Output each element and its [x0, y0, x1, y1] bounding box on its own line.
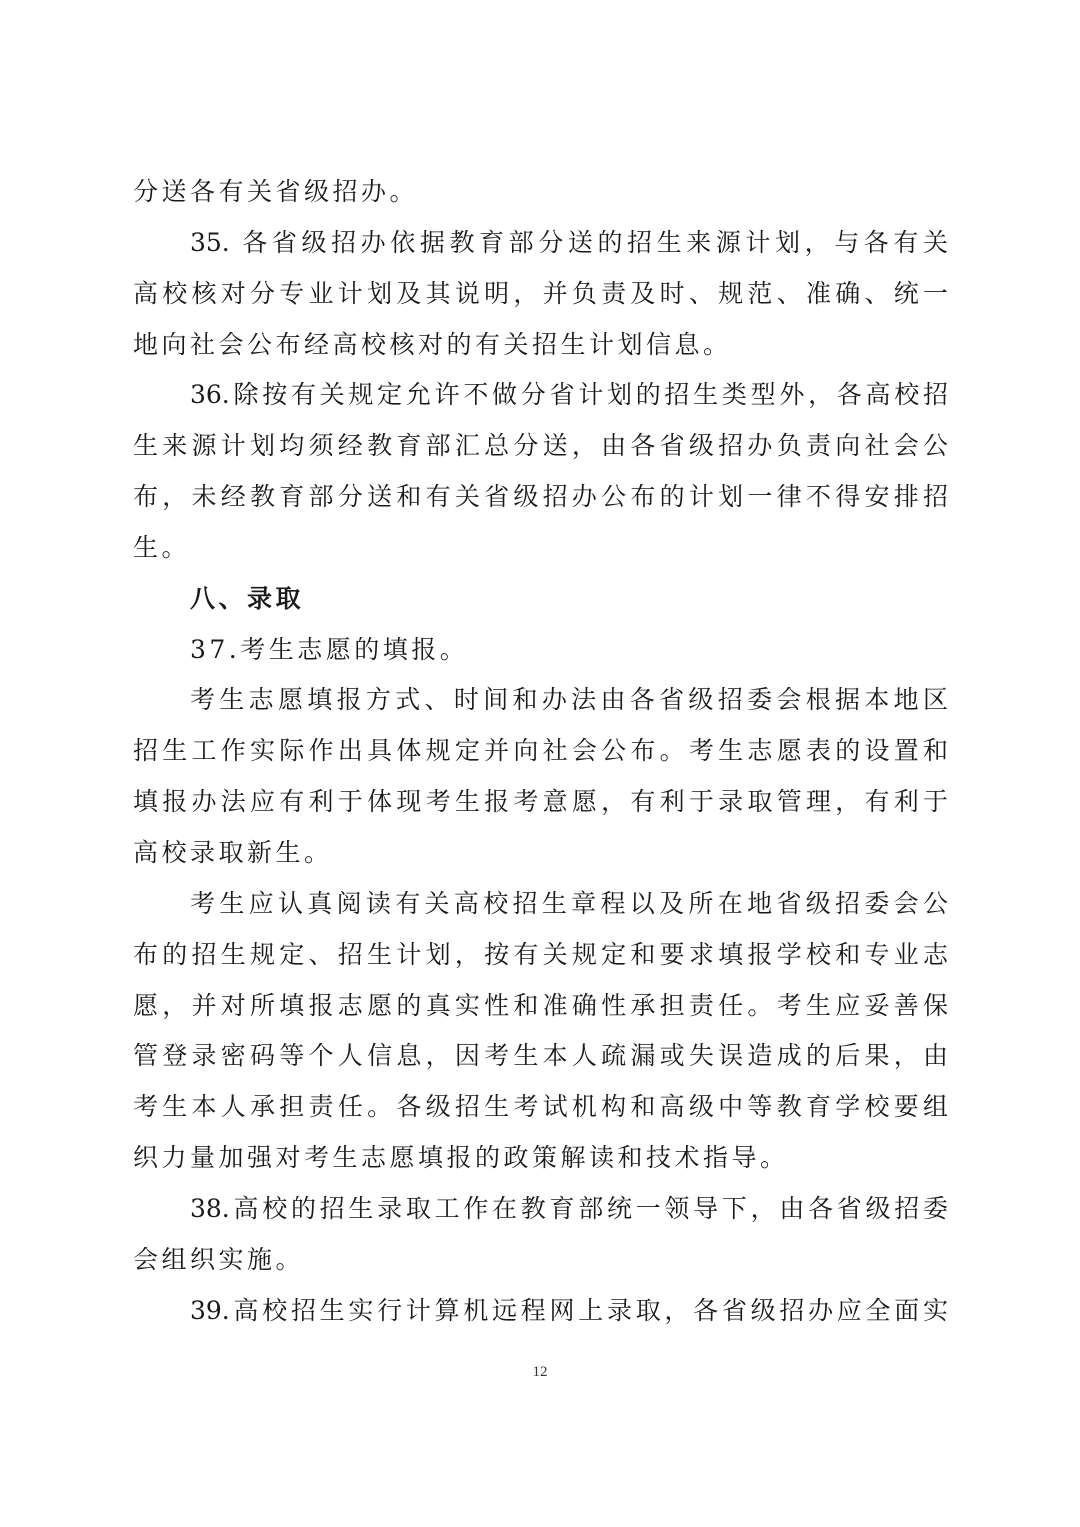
text-line: 布的招生规定、招生计划，按有关规定和要求填报学校和专业志 — [133, 939, 948, 969]
text-line: 38.高校的招生录取工作在教育部统一领导下，由各省级招委 — [190, 1193, 948, 1223]
text-line: 管登录密码等个人信息，因考生本人疏漏或失误造成的后果，由 — [133, 1041, 948, 1071]
text-line: 愿，并对所填报志愿的真实性和准确性承担责任。考生应妥善保 — [133, 990, 948, 1020]
paragraph — [133, 1286, 948, 1337]
document-body — [133, 167, 948, 1336]
paragraph — [133, 625, 948, 676]
paragraph — [133, 879, 948, 1184]
text-line: 生。 — [133, 532, 191, 562]
text-line: 36.除按有关规定允许不做分省计划的招生类型外，各高校招 — [190, 380, 948, 410]
text-line: 35. 各省级招办依据教育部分送的招生来源计划，与各有关 — [190, 227, 948, 257]
text-line: 37.考生志愿的填报。 — [190, 634, 469, 664]
paragraph — [133, 1184, 948, 1286]
paragraph — [133, 675, 948, 878]
paragraph — [133, 218, 948, 371]
section-heading — [133, 574, 948, 625]
text-line: 考生应认真阅读有关高校招生章程以及所在地省级招委会公 — [190, 888, 948, 918]
paragraph — [133, 370, 948, 573]
text-line: 填报办法应有利于体现考生报考意愿，有利于录取管理，有利于 — [133, 787, 948, 817]
text-line: 八、录取 — [190, 583, 305, 613]
page-number: 12 — [532, 1364, 548, 1380]
text-line: 高校录取新生。 — [133, 837, 333, 867]
text-line: 39.高校招生实行计算机远程网上录取，各省级招办应全面实 — [190, 1295, 948, 1325]
text-line: 高校核对分专业计划及其说明，并负责及时、规范、准确、统一 — [133, 278, 948, 308]
text-line: 生来源计划均须经教育部汇总分送，由各省级招办负责向社会公 — [133, 431, 948, 461]
text-line: 地向社会公布经高校核对的有关招生计划信息。 — [133, 329, 732, 359]
text-line: 布，未经教育部分送和有关省级招办公布的计划一律不得安排招 — [133, 482, 948, 512]
text-line: 分送各有关省级招办。 — [133, 177, 419, 206]
paragraph — [133, 167, 948, 218]
text-line: 招生工作实际作出具体规定并向社会公布。考生志愿表的设置和 — [133, 736, 948, 766]
text-line: 考生志愿填报方式、时间和办法由各省级招委会根据本地区 — [190, 685, 948, 715]
text-line: 会组织实施。 — [133, 1244, 305, 1274]
text-line: 织力量加强对考生志愿填报的政策解读和技术指导。 — [133, 1143, 789, 1173]
text-line: 考生本人承担责任。各级招生考试机构和高级中等教育学校要组 — [133, 1092, 948, 1122]
